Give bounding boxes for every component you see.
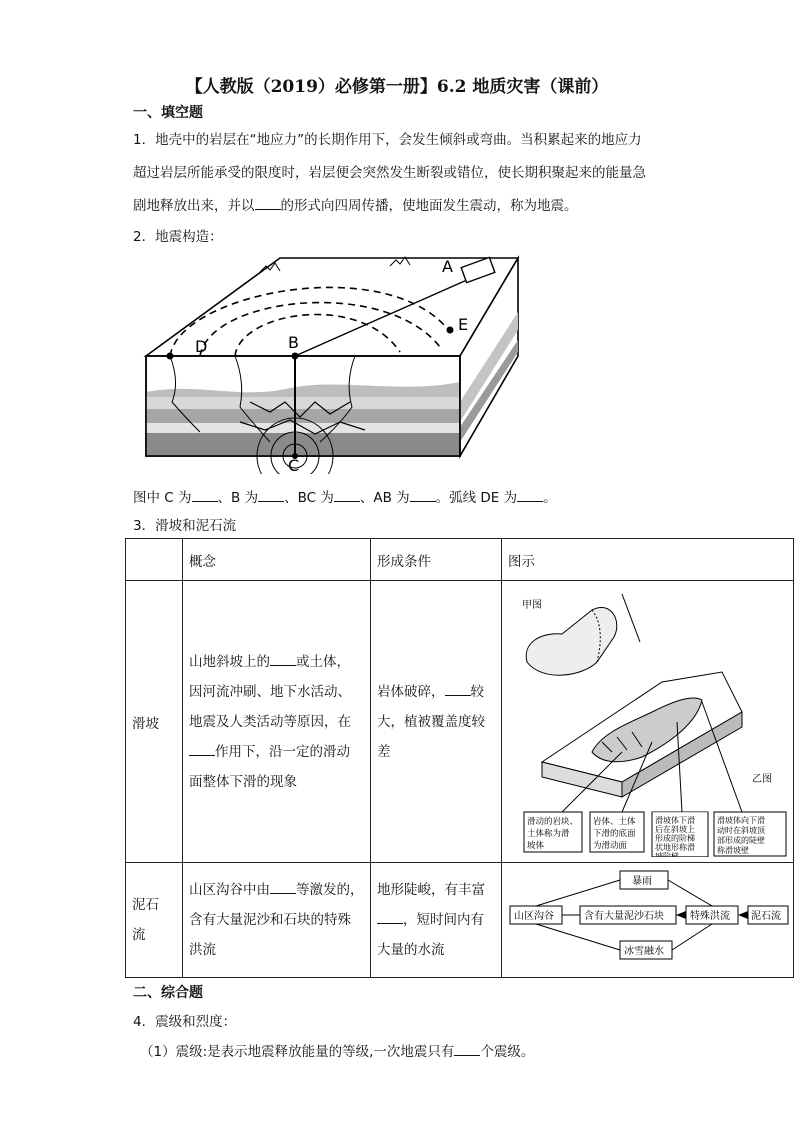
flow-rain: 暴雨 (632, 876, 652, 887)
cell-text: 等激发的， (296, 882, 364, 898)
row-name-debris-flow (126, 863, 183, 978)
cell-text: 含有大量泥沙和石块的特殊 (189, 912, 351, 928)
debris-flow-diagram (502, 863, 792, 973)
q1-text: 的形式向四周传播，使地面发生震动，称为地震。 (280, 198, 578, 214)
cell-text: 山区沟谷中由 (189, 882, 270, 898)
svg-text:状地形称滑: 状地形称滑 (655, 843, 695, 852)
svg-text:形成的阶梯: 形成的阶梯 (655, 834, 695, 843)
label-e: E (458, 315, 469, 334)
cell-text: 地震及人类活动等原因，在 (189, 713, 351, 730)
svg-text:滑动的岩块、: 滑动的岩块、 (527, 817, 579, 827)
page-title: 【人教版（2019）必修第一册】6.2 地质灾害（课前） (185, 77, 609, 97)
answer-blank-c[interactable] (192, 487, 218, 502)
debris-condition (371, 863, 502, 978)
answer-blank[interactable] (189, 741, 215, 756)
answer-blank-de[interactable] (517, 487, 543, 502)
cell-text: 作用下，沿一定的滑动 (215, 743, 350, 760)
cell-text: 差 (377, 743, 391, 760)
point-d (167, 353, 174, 360)
answer-blank[interactable] (270, 651, 296, 666)
cell-text: 大，植被覆盖度较 (377, 713, 485, 730)
q2-caption (133, 486, 557, 506)
cell-text: ，短时间内有 (403, 912, 484, 928)
point-b (292, 353, 299, 360)
cell-text: 大量的水流 (377, 942, 445, 958)
flow-result: 泥石流 (751, 911, 781, 922)
answer-blank-bc[interactable] (334, 487, 360, 502)
section-heading-fill-blank: 一、填空题 (133, 105, 203, 121)
caption-text: 、B 为 (217, 490, 259, 506)
cell-text: 较 (470, 683, 484, 700)
earthquake-structure-diagram (140, 252, 525, 474)
header-cell-concept: 概念 (183, 539, 371, 581)
svg-text:为滑动面: 为滑动面 (593, 841, 628, 851)
svg-text:称滑坡壁: 称滑坡壁 (717, 846, 749, 855)
q4-text: 个震级。 (480, 1044, 535, 1060)
caption-text: 、AB 为 (359, 490, 410, 506)
answer-blank-ab[interactable] (410, 487, 436, 502)
caption-text: 。 (543, 490, 557, 506)
landslide-condition (371, 581, 502, 863)
landslide-figure-cell (502, 581, 794, 863)
hazard-table (125, 538, 794, 978)
cell-text: 岩体破碎， (377, 683, 445, 700)
label-d: D (195, 337, 208, 356)
answer-blank[interactable] (377, 909, 403, 924)
caption-text: 图中 C 为 (133, 490, 192, 506)
flow-flood: 特殊洪流 (690, 911, 730, 922)
question-2-label: 2．地震构造： (133, 229, 223, 245)
question-3-label: 3．滑坡和泥石流 (133, 518, 237, 534)
table-row-debris-flow (126, 863, 794, 978)
svg-text:部形成的陡壁: 部形成的陡壁 (717, 836, 765, 845)
svg-text:滑坡体下滑: 滑坡体下滑 (655, 816, 695, 825)
svg-text:岩体、土体: 岩体、土体 (593, 817, 636, 827)
header-cell-figure: 图示 (502, 539, 794, 581)
cell-text: 洪流 (189, 942, 216, 958)
question-4-label: 4．震级和烈度： (133, 1014, 237, 1030)
label-b: B (288, 333, 299, 352)
answer-blank[interactable] (255, 195, 281, 210)
caption-text: 、BC 为 (284, 490, 334, 506)
landslide-diagram (502, 582, 792, 857)
q4-text: （1）震级:是表示地震释放能量的等级,一次地震只有 (140, 1044, 455, 1060)
cell-text: 泥石 (132, 897, 159, 913)
answer-blank[interactable] (445, 681, 471, 696)
flow-snow: 冰雪融水 (624, 946, 664, 957)
q1-line-1: 1．地壳中的岩层在“地应力”的长期作用下，会发生倾斜或弯曲。当积累起来的地应力 (133, 132, 642, 148)
header-cell-condition: 形成条件 (371, 539, 502, 581)
svg-text:下滑的底面: 下滑的底面 (593, 829, 636, 839)
svg-text:动时在斜坡顶: 动时在斜坡顶 (717, 826, 765, 835)
label-yi: 乙图 (752, 774, 772, 785)
svg-text:后在斜坡上: 后在斜坡上 (655, 825, 695, 834)
q1-text: 剧地释放出来，并以 (133, 198, 255, 214)
header-cell-empty (126, 539, 183, 581)
flow-valley: 山区沟谷 (514, 911, 554, 922)
q1-line-3 (133, 190, 663, 223)
cell-text: 山地斜坡上的 (189, 653, 270, 670)
answer-blank[interactable] (454, 1041, 480, 1056)
cell-text: 面整体下滑的现象 (189, 773, 297, 790)
flow-mud: 含有大量泥沙石块 (584, 911, 664, 922)
landslide-concept (183, 581, 371, 863)
debris-figure-cell (502, 863, 794, 978)
cell-text: 因河流冲刷、地下水活动、 (189, 683, 351, 700)
callout-box-slide-surface (590, 812, 644, 852)
cell-text: 地形陡峻，有丰富 (377, 882, 485, 898)
q1-line-2: 超过岩层所能承受的限度时，岩层便会突然发生断裂或错位，使长期积聚起来的能量急 (133, 165, 646, 181)
debris-concept (183, 863, 371, 978)
cell-text: 流 (132, 927, 146, 943)
answer-blank[interactable] (270, 879, 296, 894)
cell-text: 或土体， (296, 653, 350, 670)
label-a: A (442, 257, 453, 276)
svg-text:土体称为滑: 土体称为滑 (527, 829, 570, 839)
svg-text:坡体: 坡体 (527, 841, 545, 851)
svg-text:坡阶梯: 坡阶梯 (655, 852, 679, 857)
label-jia: 甲图 (522, 600, 542, 611)
question-1 (133, 124, 663, 223)
answer-blank-b[interactable] (258, 487, 284, 502)
section-heading-comprehensive: 二、综合题 (133, 985, 203, 1001)
label-c: C (288, 456, 300, 474)
point-e (447, 327, 454, 334)
callout-box-slide-steps (652, 812, 708, 857)
callout-box-slide-wall (714, 812, 786, 856)
table-row-landslide (126, 581, 794, 863)
caption-text: 。弧线 DE 为 (435, 490, 518, 506)
row-name-landslide: 滑坡 (126, 581, 183, 863)
svg-text:滑坡体向下滑: 滑坡体向下滑 (717, 816, 765, 825)
table-header-row (126, 539, 794, 581)
callout-box-slide-body (524, 812, 582, 852)
q4-part-1 (140, 1040, 534, 1060)
